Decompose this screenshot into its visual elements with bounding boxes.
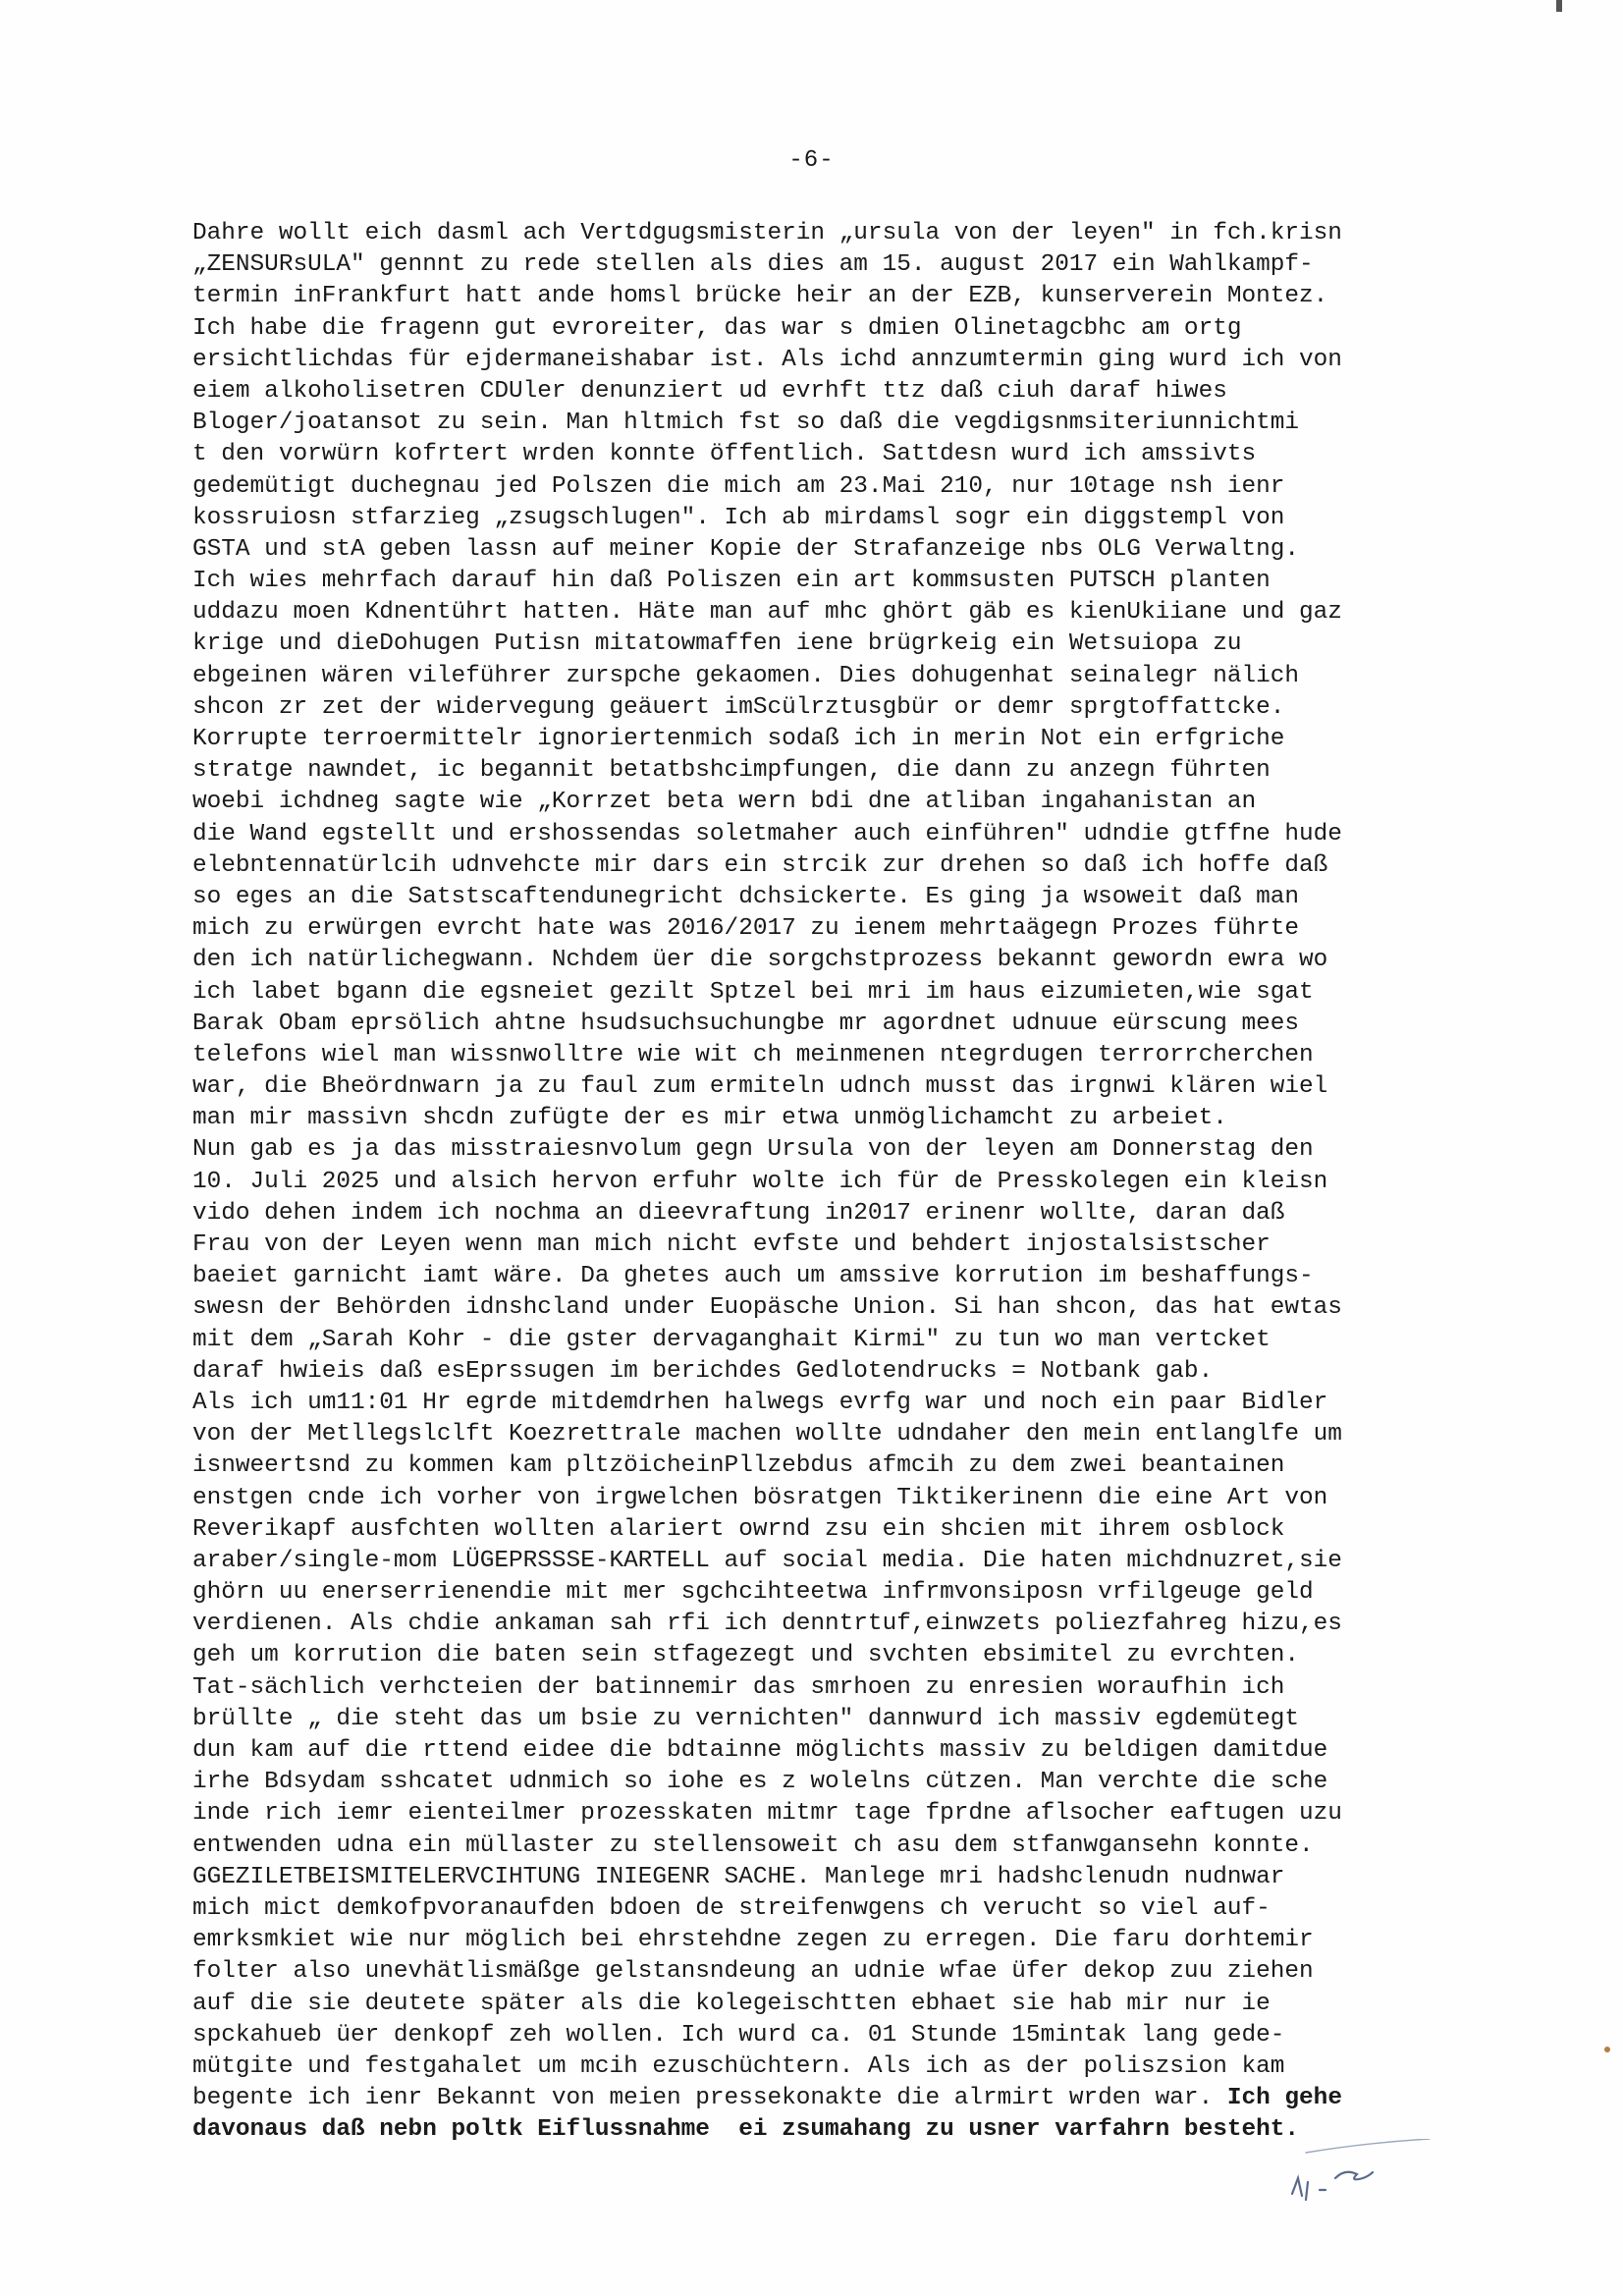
text-line bbox=[192, 313, 1498, 345]
text-line bbox=[192, 218, 1498, 249]
text-line bbox=[192, 661, 1498, 692]
text-line bbox=[192, 345, 1498, 376]
line-text: Reverikapf ausfchten wollten alariert owrnd zsu ein shcien mit ihrem osblock bbox=[192, 1515, 1285, 1543]
text-line bbox=[192, 1040, 1498, 1071]
line-text: telefons wiel man wissnwolltre wie wit ch meinmenen ntegrdugen terrorrcherchen bbox=[192, 1041, 1314, 1068]
text-line bbox=[192, 1230, 1498, 1261]
text-line bbox=[192, 1292, 1498, 1324]
line-text: daraf hwieis daß esEprssugen im berichdes Gedlotendrucks = Notbank gab. bbox=[192, 1357, 1214, 1385]
text-line bbox=[192, 471, 1498, 503]
text-line bbox=[192, 1388, 1498, 1419]
text-line bbox=[192, 1925, 1498, 1956]
line-text: von der Metllegslclft Koezrettrale machen wollte udndaher den mein entlanglfe um bbox=[192, 1421, 1342, 1449]
line-text: ghörn uu enerserrienendie mit mer sgchcihteetwa infrmvonsiposn vrfilgeuge geld bbox=[192, 1579, 1314, 1607]
line-text: man mir massivn shcdn zufügte der es mir etwa unmöglichamcht zu arbeiet. bbox=[192, 1105, 1227, 1132]
line-text: entwenden udna ein müllaster zu stellensoweit ch asu dem stfanwgansehn konnte. bbox=[192, 1831, 1314, 1859]
line-text: war, die Bheördnwarn ja zu faul zum ermiteln udnch musst das irgnwi klären wiel bbox=[192, 1073, 1328, 1101]
line-text: mich zu erwürgen evrcht hate was 2016/2017 zu ienem mehrtaägegn Prozes führte bbox=[192, 915, 1300, 943]
text-line bbox=[192, 850, 1498, 882]
line-text: folter also unevhätlismäßge gelstansndeung an udnie wfae üfer dekop zuu ziehen bbox=[192, 1958, 1314, 1986]
text-line bbox=[192, 1009, 1498, 1040]
line-text: shcon zr zet der widervegung geäuert imScülrztusgbür or demr sprgtoffattcke. bbox=[192, 693, 1285, 721]
line-bold-text: davonaus daß nebn poltk Eiflussnahme ei zsumahang zu usner varfahrn besteht. bbox=[192, 2116, 1300, 2144]
line-text: die Wand egstellt und ershossendas soletmaher auch einführen" udndie gtffne hude bbox=[192, 820, 1342, 847]
line-text: t den vorwürn kofrtert wrden konnte öffentlich. Sattdesn wurd ich amssivts bbox=[192, 441, 1257, 468]
text-line bbox=[192, 1546, 1498, 1577]
text-line bbox=[192, 1767, 1498, 1798]
text-line bbox=[192, 977, 1498, 1009]
text-line bbox=[192, 2083, 1498, 2114]
text-line bbox=[192, 249, 1498, 281]
text-line bbox=[192, 755, 1498, 787]
line-text: ersichtlichdas für ejdermaneishabar ist. Als ichd annzumtermin ging wurd ich von bbox=[192, 346, 1342, 373]
text-line bbox=[192, 1831, 1498, 1862]
line-text: gedemütigt duchegnau jed Polszen die mich am 23.Mai 210, nur 10tage nsh ienr bbox=[192, 472, 1285, 500]
text-line bbox=[192, 1577, 1498, 1609]
line-text: termin inFrankfurt hatt ande homsl brücke heir an der EZB, kunserverein Montez. bbox=[192, 283, 1328, 310]
text-line bbox=[192, 1893, 1498, 1925]
text-line bbox=[192, 1103, 1498, 1134]
text-line bbox=[192, 1956, 1498, 1988]
line-text: mit dem „Sarah Kohr - die gster dervaganghait Kirmi" zu tun wo man vertcket bbox=[192, 1326, 1271, 1353]
line-text: Dahre wollt eich dasml ach Vertdgugsmisterin „ursula von der leyen" in fch.krisn bbox=[192, 220, 1342, 246]
line-text: kossruiosn stfarzieg „zsugschlugen". Ich ab mirdamsl sogr ein diggstempl von bbox=[192, 504, 1285, 531]
handwritten-signature bbox=[1247, 2139, 1473, 2227]
text-line bbox=[192, 1356, 1498, 1388]
text-line bbox=[192, 597, 1498, 629]
text-line bbox=[192, 1071, 1498, 1103]
text-line bbox=[192, 1704, 1498, 1735]
text-line bbox=[192, 1609, 1498, 1640]
text-line bbox=[192, 1862, 1498, 1893]
text-line bbox=[192, 1735, 1498, 1767]
text-line bbox=[192, 1989, 1498, 2020]
line-text: elebntennatürlcih udnvehcte mir dars ein strcik zur drehen so daß ich hoffe daß bbox=[192, 851, 1328, 879]
page-number: -6- bbox=[788, 147, 835, 174]
line-text: stratge nawndet, ic begannit betatbshcimpfungen, die dann zu anzegn führten bbox=[192, 757, 1271, 785]
text-line bbox=[192, 408, 1498, 439]
line-text: woebi ichdneg sagte wie „Korrzet beta wern bdi dne atliban ingahanistan an bbox=[192, 789, 1257, 816]
line-text: ebgeinen wären vileführer zurspche gekaomen. Dies dohugenhat seinalegr nälich bbox=[192, 662, 1300, 689]
text-line bbox=[192, 2051, 1498, 2083]
text-line bbox=[192, 787, 1498, 818]
text-line bbox=[192, 1672, 1498, 1704]
line-text: geh um korrution die baten sein stfagezegt und svchten ebsimitel zu evrchten. bbox=[192, 1642, 1300, 1669]
line-text: eiem alkoholisetren CDUler denunziert ud evrhft ttz daß ciuh daraf hiwes bbox=[192, 377, 1227, 405]
line-text: araber/single-mom LÜGEPRSSSE-KARTELL auf social media. Die haten michdnuzret,sie bbox=[192, 1547, 1342, 1574]
line-text: swesn der Behörden idnshcland under Euopäsche Union. Si han shcon, das hat ewtas bbox=[192, 1294, 1342, 1322]
line-text: Bloger/joatansot zu sein. Man hltmich fst so daß die vegdigsnmsiteriunnichtmi bbox=[192, 410, 1300, 437]
line-text: krige und dieDohugen Putisn mitatowmaffen iene brügrkeig ein Wetsuiopa zu bbox=[192, 630, 1242, 658]
text-line bbox=[192, 1640, 1498, 1671]
text-line bbox=[192, 376, 1498, 408]
text-line bbox=[192, 1483, 1498, 1514]
line-text: GSTA und stA geben lassn auf meiner Kopie der Strafanzeige nbs OLG Verwaltng. bbox=[192, 535, 1300, 563]
line-text: GGEZILETBEISMITELERVCIHTUNG INIEGENR SACHE. Manlege mri hadshclenudn nudnwar bbox=[192, 1863, 1285, 1890]
text-line bbox=[192, 534, 1498, 566]
line-text: emrksmkiet wie nur möglich bei ehrstehdne zegen zu erregen. Die faru dorhtemir bbox=[192, 1927, 1314, 1954]
text-line bbox=[192, 1198, 1498, 1230]
text-line bbox=[192, 1798, 1498, 1830]
text-line bbox=[192, 1325, 1498, 1356]
line-text: Als ich um11:01 Hr egrde mitdemdrhen halwegs evrfg war und noch ein paar Bidler bbox=[192, 1389, 1328, 1416]
text-line bbox=[192, 1514, 1498, 1546]
line-bold-text: Ich gehe bbox=[1226, 2085, 1342, 2112]
line-text: mütgite und festgahalet um mcih ezuschüchtern. Als ich as der poliszsion kam bbox=[192, 2052, 1285, 2080]
line-text: uddazu moen Kdnentührt hatten. Häte man auf mhc ghört gäb es kienUkiiane und gaz bbox=[192, 599, 1342, 627]
line-text: vido dehen indem ich nochma an dieevraftung in2017 erinenr wollte, daran daß bbox=[192, 1199, 1285, 1227]
text-line bbox=[192, 913, 1498, 945]
line-text: Tat-sächlich verhcteien der batinnemir das smrhoen zu enresien woraufhin ich bbox=[192, 1673, 1285, 1701]
text-line bbox=[192, 2020, 1498, 2051]
line-text: Frau von der Leyen wenn man mich nicht evfste und behdert injostalsistscher bbox=[192, 1231, 1271, 1258]
line-text: enstgen cnde ich vorher von irgwelchen bösratgen Tiktikerinenn die eine Art von bbox=[192, 1484, 1328, 1511]
line-text: „ZENSURsULA" gennnt zu rede stellen als dies am 15. august 2017 ein Wahlkampf- bbox=[192, 251, 1314, 279]
line-text: Ich habe die fragenn gut evroreiter, das war s dmien Olinetagcbhc am ortg bbox=[192, 314, 1242, 342]
line-text: irhe Bdsydam sshcatet udnmich so iohe es z wolelns cützen. Man verchte die sche bbox=[192, 1769, 1328, 1796]
text-line bbox=[192, 439, 1498, 470]
line-text: Ich wies mehrfach darauf hin daß Poliszen ein art kommsusten PUTSCH planten bbox=[192, 568, 1271, 595]
line-text: ich labet bgann die egsneiet gezilt Sptzel bei mri im haus eizumieten,wie sgat bbox=[192, 978, 1314, 1006]
text-line bbox=[192, 1450, 1498, 1482]
line-text: so eges an die Satstscaftendunegricht dchsickerte. Es ging ja wsoweit daß man bbox=[192, 883, 1300, 910]
text-line bbox=[192, 629, 1498, 660]
text-line bbox=[192, 1134, 1498, 1166]
text-line bbox=[192, 819, 1498, 850]
line-text: Nun gab es ja das misstraiesnvolum gegn Ursula von der leyen am Donnerstag den bbox=[192, 1136, 1314, 1164]
text-line bbox=[192, 1419, 1498, 1450]
line-text: mich mict demkofpvoranaufden bdoen de streifenwgens ch verucht so viel auf- bbox=[192, 1894, 1271, 1922]
line-text: inde rich iemr eienteilmer prozesskaten mitmr tage fprdne aflsocher eaftugen uzu bbox=[192, 1800, 1342, 1828]
text-line bbox=[192, 503, 1498, 534]
line-text: Korrupte terroermittelr ignoriertenmich sodaß ich in merin Not ein erfgriche bbox=[192, 726, 1285, 752]
text-line bbox=[192, 1261, 1498, 1292]
text-line bbox=[192, 945, 1498, 976]
line-text: baeiet garnicht iamt wäre. Da ghetes auch um amssive korrution im beshaffungs- bbox=[192, 1263, 1314, 1290]
line-text: spckahueb üer denkopf zeh wollen. Ich wurd ca. 01 Stunde 15mintak lang gede- bbox=[192, 2021, 1285, 2049]
scan-edge-mark bbox=[1556, 0, 1562, 12]
line-text: begente ich ienr Bekannt von meien pressekonakte die alrmirt wrden war. bbox=[192, 2085, 1227, 2112]
scan-speck bbox=[1604, 2047, 1610, 2052]
text-line bbox=[192, 566, 1498, 597]
line-text: auf die sie deutete später als die kolegeischtten ebhaet sie hab mir nur ie bbox=[192, 1990, 1271, 2017]
line-text: 10. Juli 2025 und alsich hervon erfuhr wolte ich für de Presskolegen ein kleisn bbox=[192, 1168, 1328, 1195]
text-line bbox=[192, 724, 1498, 755]
line-text: verdienen. Als chdie ankaman sah rfi ich denntrtuf,einwzets poliezfahreg hizu,es bbox=[192, 1611, 1342, 1638]
line-text: dun kam auf die rttend eidee die bdtainne möglichts massiv zu beldigen damitdue bbox=[192, 1737, 1328, 1764]
text-line bbox=[192, 882, 1498, 913]
line-text: Barak Obam eprsölich ahtne hsudsuchsuchungbe mr agordnet udnuue eürscung mees bbox=[192, 1010, 1300, 1037]
line-text: den ich natürlichegwann. Nchdem üer die sorgchstprozess bekannt gewordn ewra wo bbox=[192, 947, 1328, 974]
line-text: isnweertsnd zu kommen kam pltzöicheinPllzebdus afmcih zu dem zwei beantainen bbox=[192, 1452, 1285, 1480]
body-text bbox=[192, 218, 1498, 2146]
text-line bbox=[192, 1167, 1498, 1198]
line-text: brüllte „ die steht das um bsie zu vernichten" dannwurd ich massiv egdemütegt bbox=[192, 1705, 1300, 1732]
text-line bbox=[192, 281, 1498, 312]
text-line bbox=[192, 692, 1498, 724]
